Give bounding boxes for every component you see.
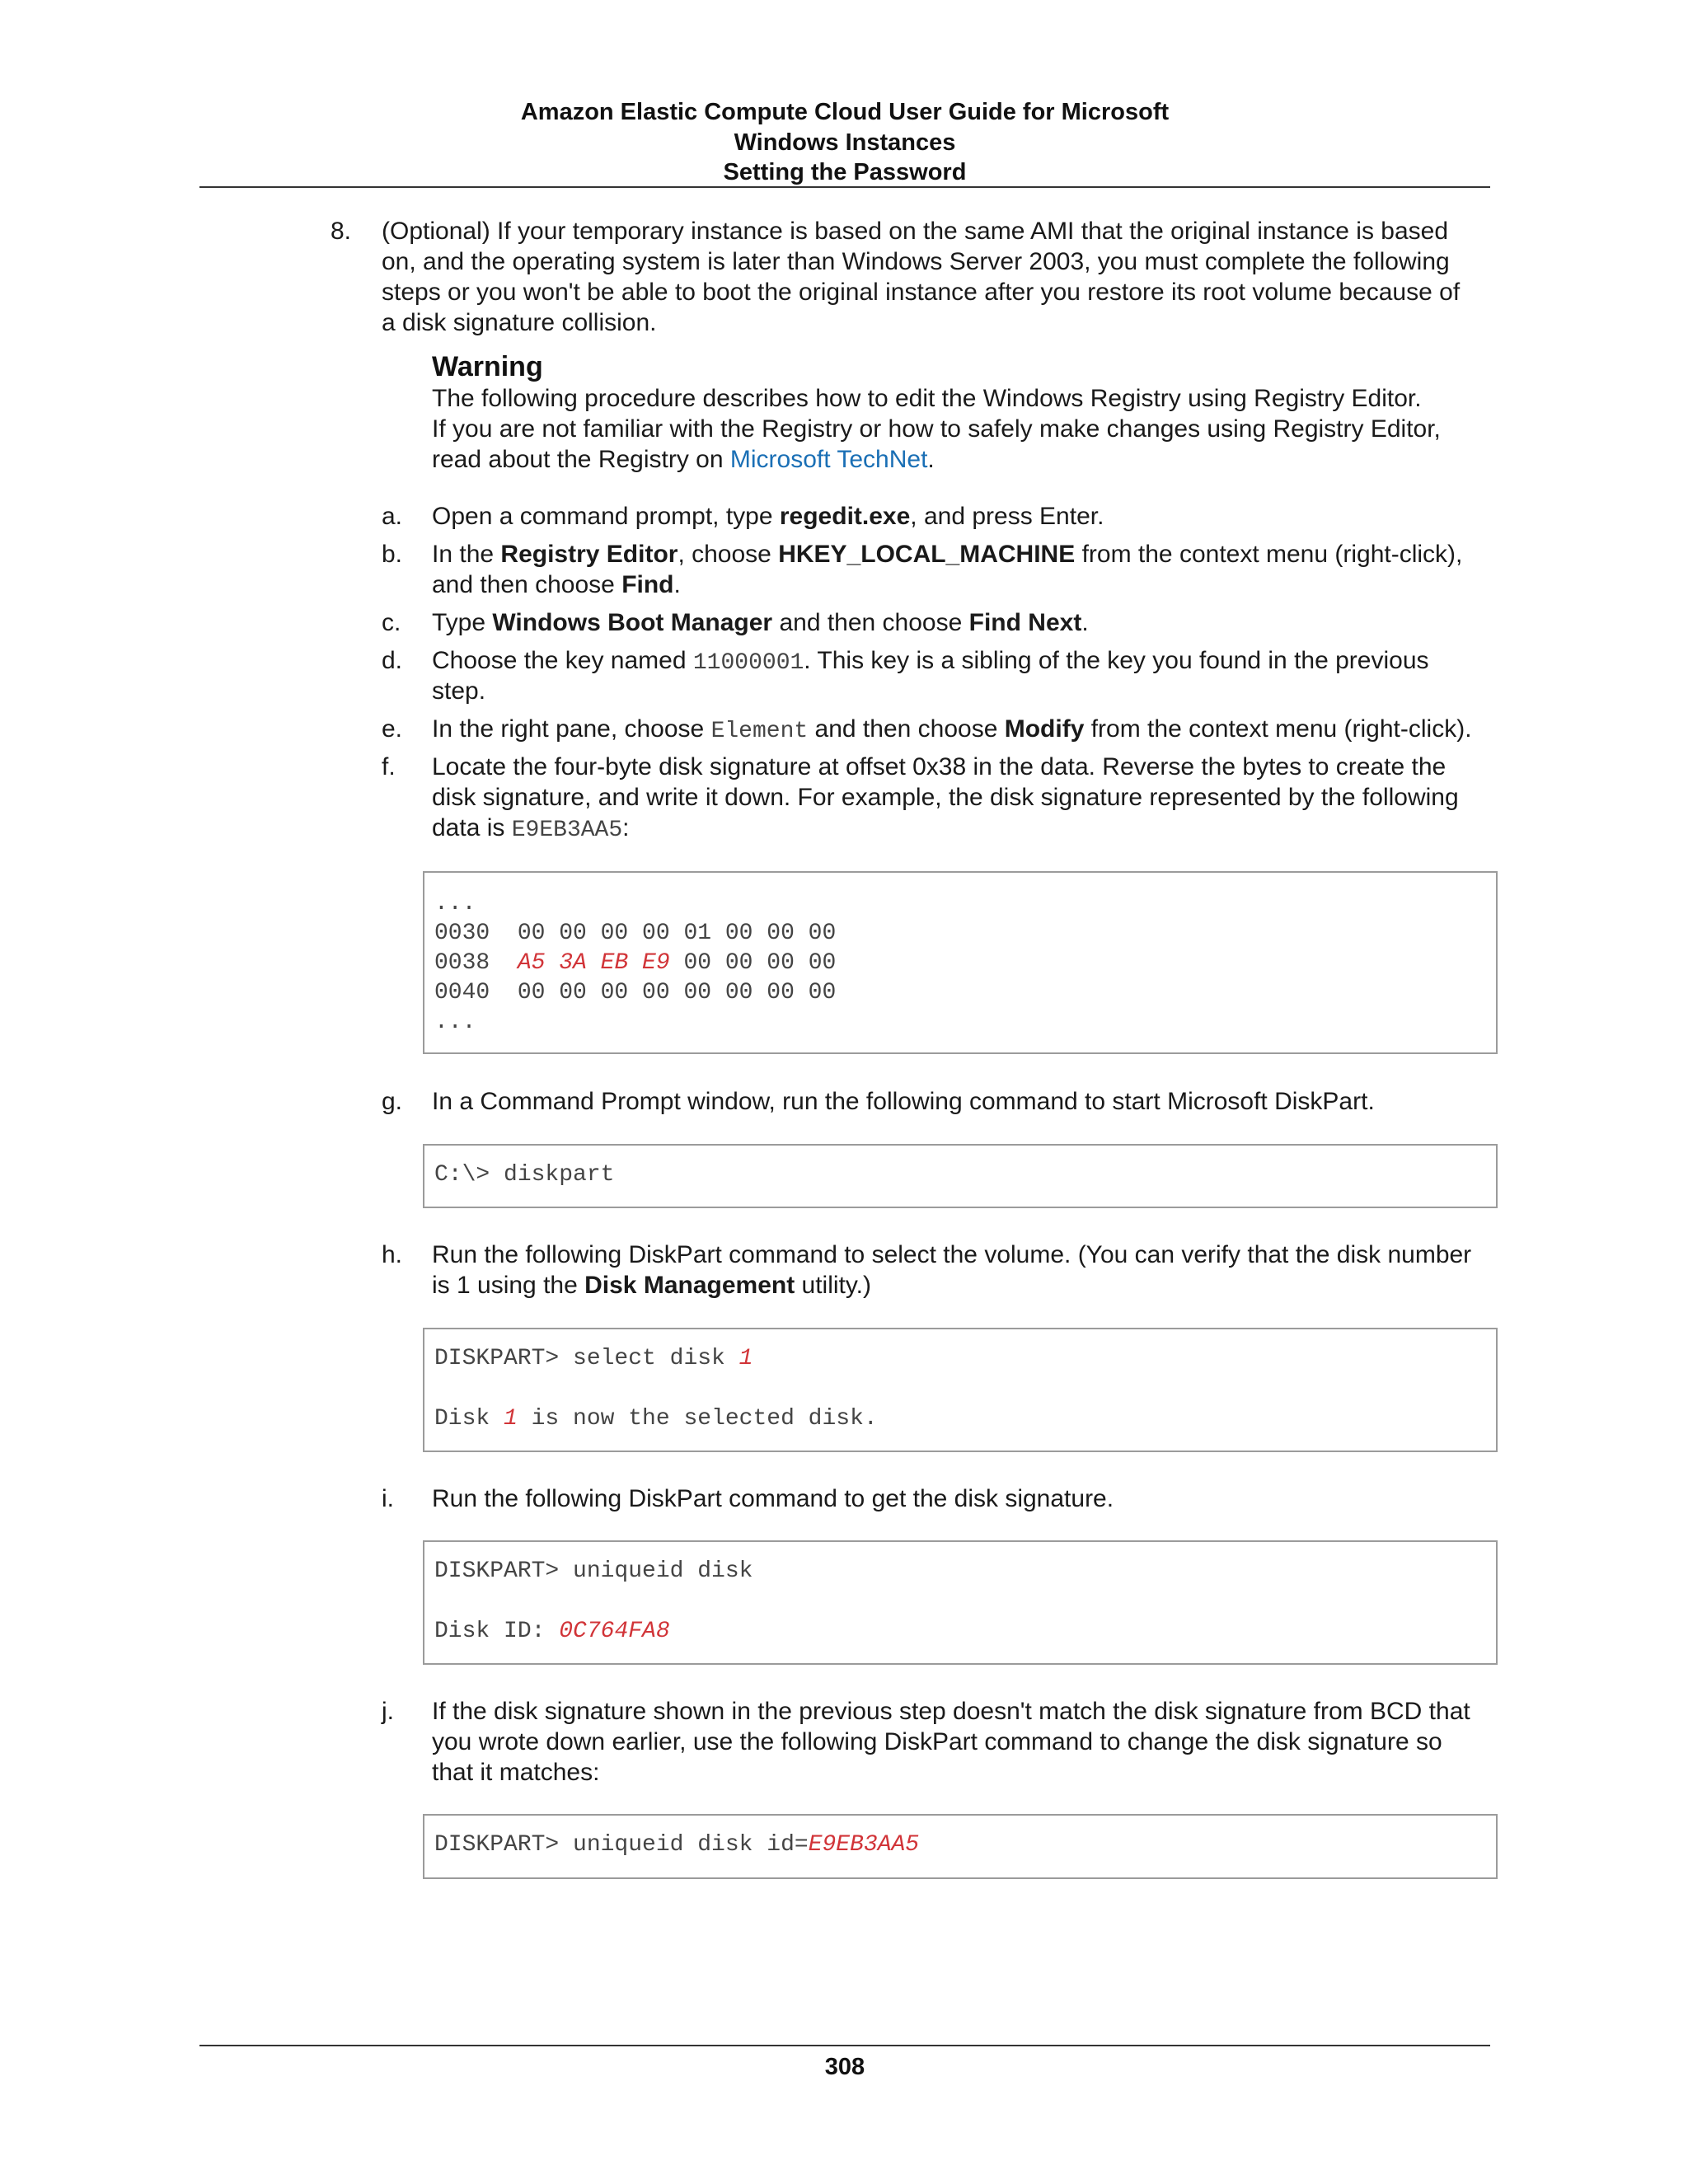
code-line bbox=[434, 1830, 919, 1861]
substep-d-text bbox=[432, 645, 1429, 678]
code-text: is now the selected disk. bbox=[517, 1406, 878, 1432]
header-section-title: Setting the Password bbox=[723, 159, 967, 185]
code-line: C:\> diskpart bbox=[434, 1162, 615, 1188]
text: . bbox=[1081, 609, 1089, 636]
substep-d-text: step. bbox=[432, 677, 486, 705]
text: In the bbox=[432, 541, 501, 568]
page-number: 308 bbox=[824, 2054, 865, 2080]
text: In the right pane, choose bbox=[432, 715, 711, 743]
code-highlight: A5 3A EB E9 bbox=[517, 950, 670, 976]
code-highlight: 0C764FA8 bbox=[559, 1619, 670, 1644]
substep-j-text: you wrote down earlier, use the following DiskPart command to change the disk signature so bbox=[432, 1728, 1442, 1755]
substep-f-text bbox=[432, 813, 630, 846]
text: Type bbox=[432, 609, 493, 636]
code-text: DISKPART> select disk bbox=[434, 1346, 739, 1371]
inline-code: 11000001 bbox=[692, 650, 804, 676]
code-line: 0030 00 00 00 00 01 00 00 00 bbox=[434, 921, 837, 946]
code-text: 00 00 00 00 bbox=[669, 950, 837, 976]
warning-text: If you are not familiar with the Registry or how to safely make changes using Registry Editor, bbox=[432, 415, 1441, 443]
step8-line: (Optional) If your temporary instance is based on the same AMI that the original instance is based bbox=[382, 218, 1449, 245]
ui-term: Windows Boot Manager bbox=[492, 609, 773, 636]
substep-j-text: that it matches: bbox=[432, 1759, 600, 1786]
substep-f-text: disk signature, and write it down. For example, the disk signature represented by the following bbox=[432, 784, 1459, 811]
step8-line: steps or you won't be able to boot the original instance after you restore its root volume because of bbox=[382, 279, 1461, 306]
text: . bbox=[673, 571, 681, 598]
code-text: Disk bbox=[434, 1406, 504, 1432]
step-number: 8. bbox=[331, 218, 352, 245]
header-rule bbox=[199, 186, 1490, 188]
substep-e-text bbox=[432, 714, 1472, 747]
substep-marker: g. bbox=[382, 1088, 403, 1115]
substep-marker: a. bbox=[382, 503, 403, 530]
text: , choose bbox=[678, 541, 779, 568]
running-header bbox=[199, 97, 1490, 188]
code-block-uniqueid bbox=[423, 1540, 1498, 1665]
step8-line: on, and the operating system is later than Windows Server 2003, you must complete the following bbox=[382, 248, 1450, 275]
code-highlight: E9EB3AA5 bbox=[808, 1832, 920, 1858]
code-line bbox=[434, 949, 836, 979]
text: Open a command prompt, type bbox=[432, 503, 780, 530]
substep-h-text bbox=[432, 1270, 871, 1301]
inline-code: Element bbox=[710, 719, 809, 744]
substep-g-text: In a Command Prompt window, run the following command to start Microsoft DiskPart. bbox=[432, 1088, 1375, 1115]
ui-term: Find bbox=[621, 571, 674, 598]
warning-text-line bbox=[432, 444, 935, 475]
code-block-diskpart bbox=[423, 1144, 1498, 1208]
code-line bbox=[434, 1404, 878, 1435]
substep-a-text bbox=[432, 501, 1104, 532]
substep-c-text bbox=[432, 607, 1089, 638]
text: from the context menu (right-click), bbox=[1075, 541, 1463, 568]
ui-term: Modify bbox=[1004, 715, 1085, 743]
ui-term: regedit.exe bbox=[779, 503, 911, 530]
text: from the context menu (right-click). bbox=[1084, 715, 1472, 743]
ui-term: Registry Editor bbox=[500, 541, 678, 568]
code-line: DISKPART> uniqueid disk bbox=[434, 1558, 753, 1584]
text: : bbox=[622, 814, 630, 841]
substep-marker: h. bbox=[382, 1241, 403, 1268]
text: Choose the key named bbox=[432, 647, 693, 674]
code-line bbox=[434, 1617, 670, 1647]
substep-marker: d. bbox=[382, 647, 403, 674]
substep-marker: f. bbox=[382, 753, 396, 780]
code-text: Disk ID: bbox=[434, 1619, 560, 1644]
substep-j-text: If the disk signature shown in the previous step doesn't match the disk signature from BCD that bbox=[432, 1698, 1470, 1725]
substep-b-text bbox=[432, 569, 681, 600]
code-block-set-id bbox=[423, 1814, 1498, 1879]
substep-marker: b. bbox=[382, 541, 403, 568]
substep-f-text: Locate the four-byte disk signature at offset 0x38 in the data. Reverse the bytes to create the bbox=[432, 753, 1447, 780]
substep-marker: e. bbox=[382, 715, 403, 743]
text: , and press Enter. bbox=[910, 503, 1104, 530]
warning-title: Warning bbox=[432, 351, 543, 382]
text: data is bbox=[432, 814, 512, 841]
code-text: DISKPART> uniqueid disk id= bbox=[434, 1832, 809, 1858]
code-highlight: 1 bbox=[504, 1406, 518, 1432]
substep-i-text: Run the following DiskPart command to get the disk signature. bbox=[432, 1485, 1114, 1512]
text: and then choose bbox=[432, 571, 622, 598]
warning-text: The following procedure describes how to edit the Windows Registry using Registry Editor. bbox=[432, 385, 1422, 412]
code-line bbox=[434, 1344, 753, 1375]
inline-code: E9EB3AA5 bbox=[511, 818, 623, 843]
ui-term: Find Next bbox=[968, 609, 1082, 636]
code-line: 0040 00 00 00 00 00 00 00 00 bbox=[434, 980, 837, 1005]
code-highlight: 1 bbox=[738, 1346, 753, 1371]
microsoft-technet-link[interactable]: Microsoft TechNet bbox=[729, 446, 928, 473]
substep-b-text bbox=[432, 539, 1462, 569]
substep-marker: i. bbox=[382, 1485, 394, 1512]
text: and then choose bbox=[808, 715, 1005, 743]
text: . This key is a sibling of the key you found in the previous bbox=[804, 647, 1429, 674]
header-guide-title: Amazon Elastic Compute Cloud User Guide for Microsoft bbox=[520, 99, 1170, 125]
ui-term: Disk Management bbox=[584, 1272, 795, 1299]
code-block-select-disk bbox=[423, 1328, 1498, 1452]
code-line: ... bbox=[434, 891, 476, 916]
code-line: ... bbox=[434, 1010, 476, 1035]
warning-text: read about the Registry on bbox=[432, 446, 730, 473]
footer-rule bbox=[199, 2045, 1490, 2046]
substep-marker: j. bbox=[382, 1698, 394, 1725]
substep-marker: c. bbox=[382, 609, 401, 636]
text: is 1 using the bbox=[432, 1272, 585, 1299]
header-guide-subtitle: Windows Instances bbox=[734, 129, 956, 156]
step8-line: a disk signature collision. bbox=[382, 309, 657, 336]
substep-h-text: Run the following DiskPart command to select the volume. (You can verify that the disk number bbox=[432, 1241, 1472, 1268]
text: utility.) bbox=[795, 1272, 871, 1299]
code-block-hex bbox=[423, 871, 1498, 1054]
text: and then choose bbox=[772, 609, 969, 636]
warning-text: . bbox=[927, 446, 935, 473]
code-text: 0038 bbox=[434, 950, 518, 976]
ui-term: HKEY_LOCAL_MACHINE bbox=[778, 541, 1076, 568]
